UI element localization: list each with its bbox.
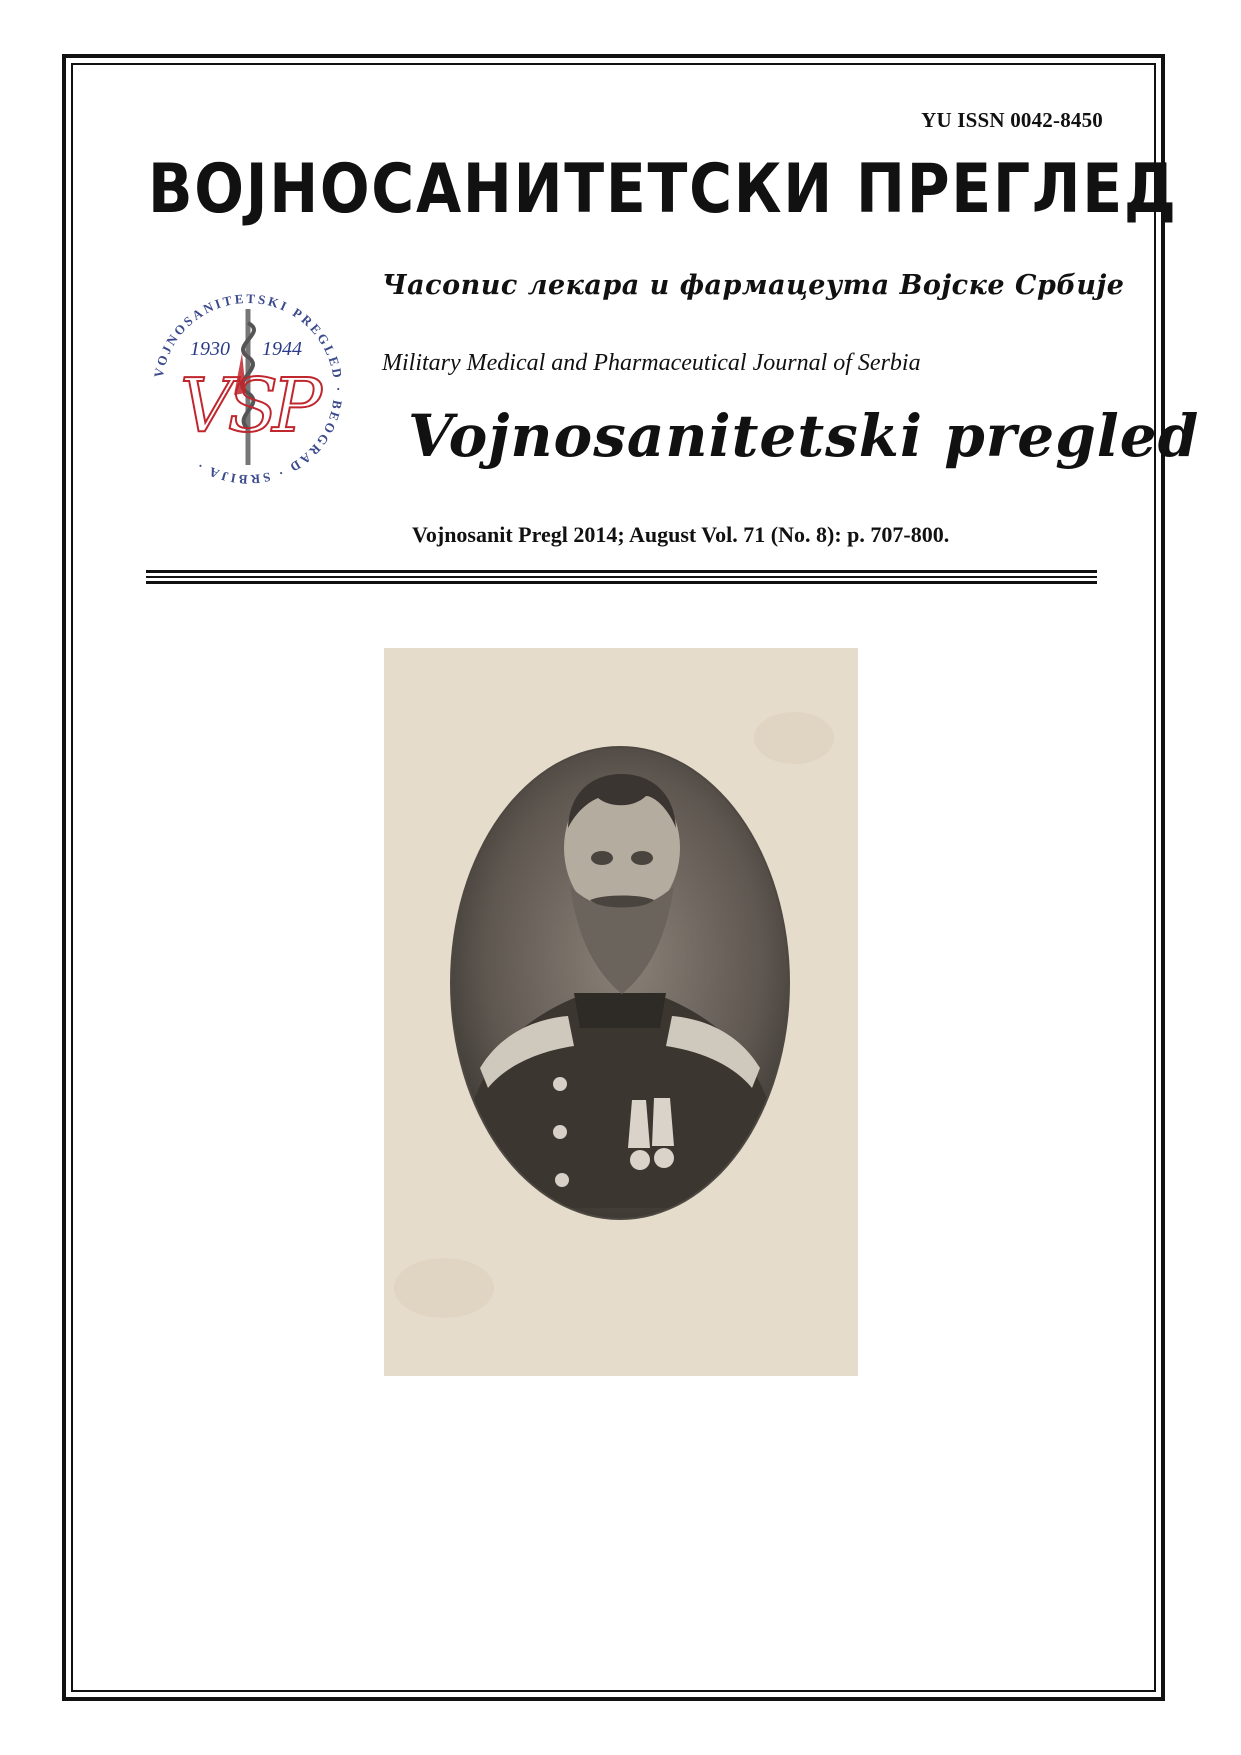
issue-citation: Vojnosanit Pregl 2014; August Vol. 71 (No. 8): p. 707-800.	[412, 522, 950, 547]
vsp-logo-icon	[142, 283, 354, 495]
logo-monogram: VSP	[180, 363, 316, 449]
journal-subtitle-english: Military Medical and Pharmaceutical Journal of Serbia	[382, 350, 921, 376]
header-rule-middle	[146, 576, 1097, 578]
journal-title-latin: Vojnosanitetski pregled	[408, 402, 1200, 470]
journal-subtitle-cyrillic: Часопис лекара и фармацеута Војске Србије	[382, 270, 1125, 301]
journal-title-cyrillic: ВОЈНОСАНИТЕТСКИ ПРЕГЛЕД	[148, 150, 1178, 229]
header-rule-bottom	[146, 581, 1097, 584]
journal-logo	[142, 283, 354, 495]
issn-label: YU ISSN 0042-8450	[921, 108, 1103, 132]
logo-ring-text: VOJNOSANITETSKI PREGLED · BEOGRAD · SRBIJA ·	[150, 290, 347, 488]
header-rule-top	[146, 570, 1097, 573]
cover-portrait-photo	[384, 648, 858, 1376]
portrait-photo-icon	[384, 648, 858, 1376]
logo-year-right: 1944	[262, 338, 302, 360]
logo-year-left: 1930	[190, 338, 230, 360]
